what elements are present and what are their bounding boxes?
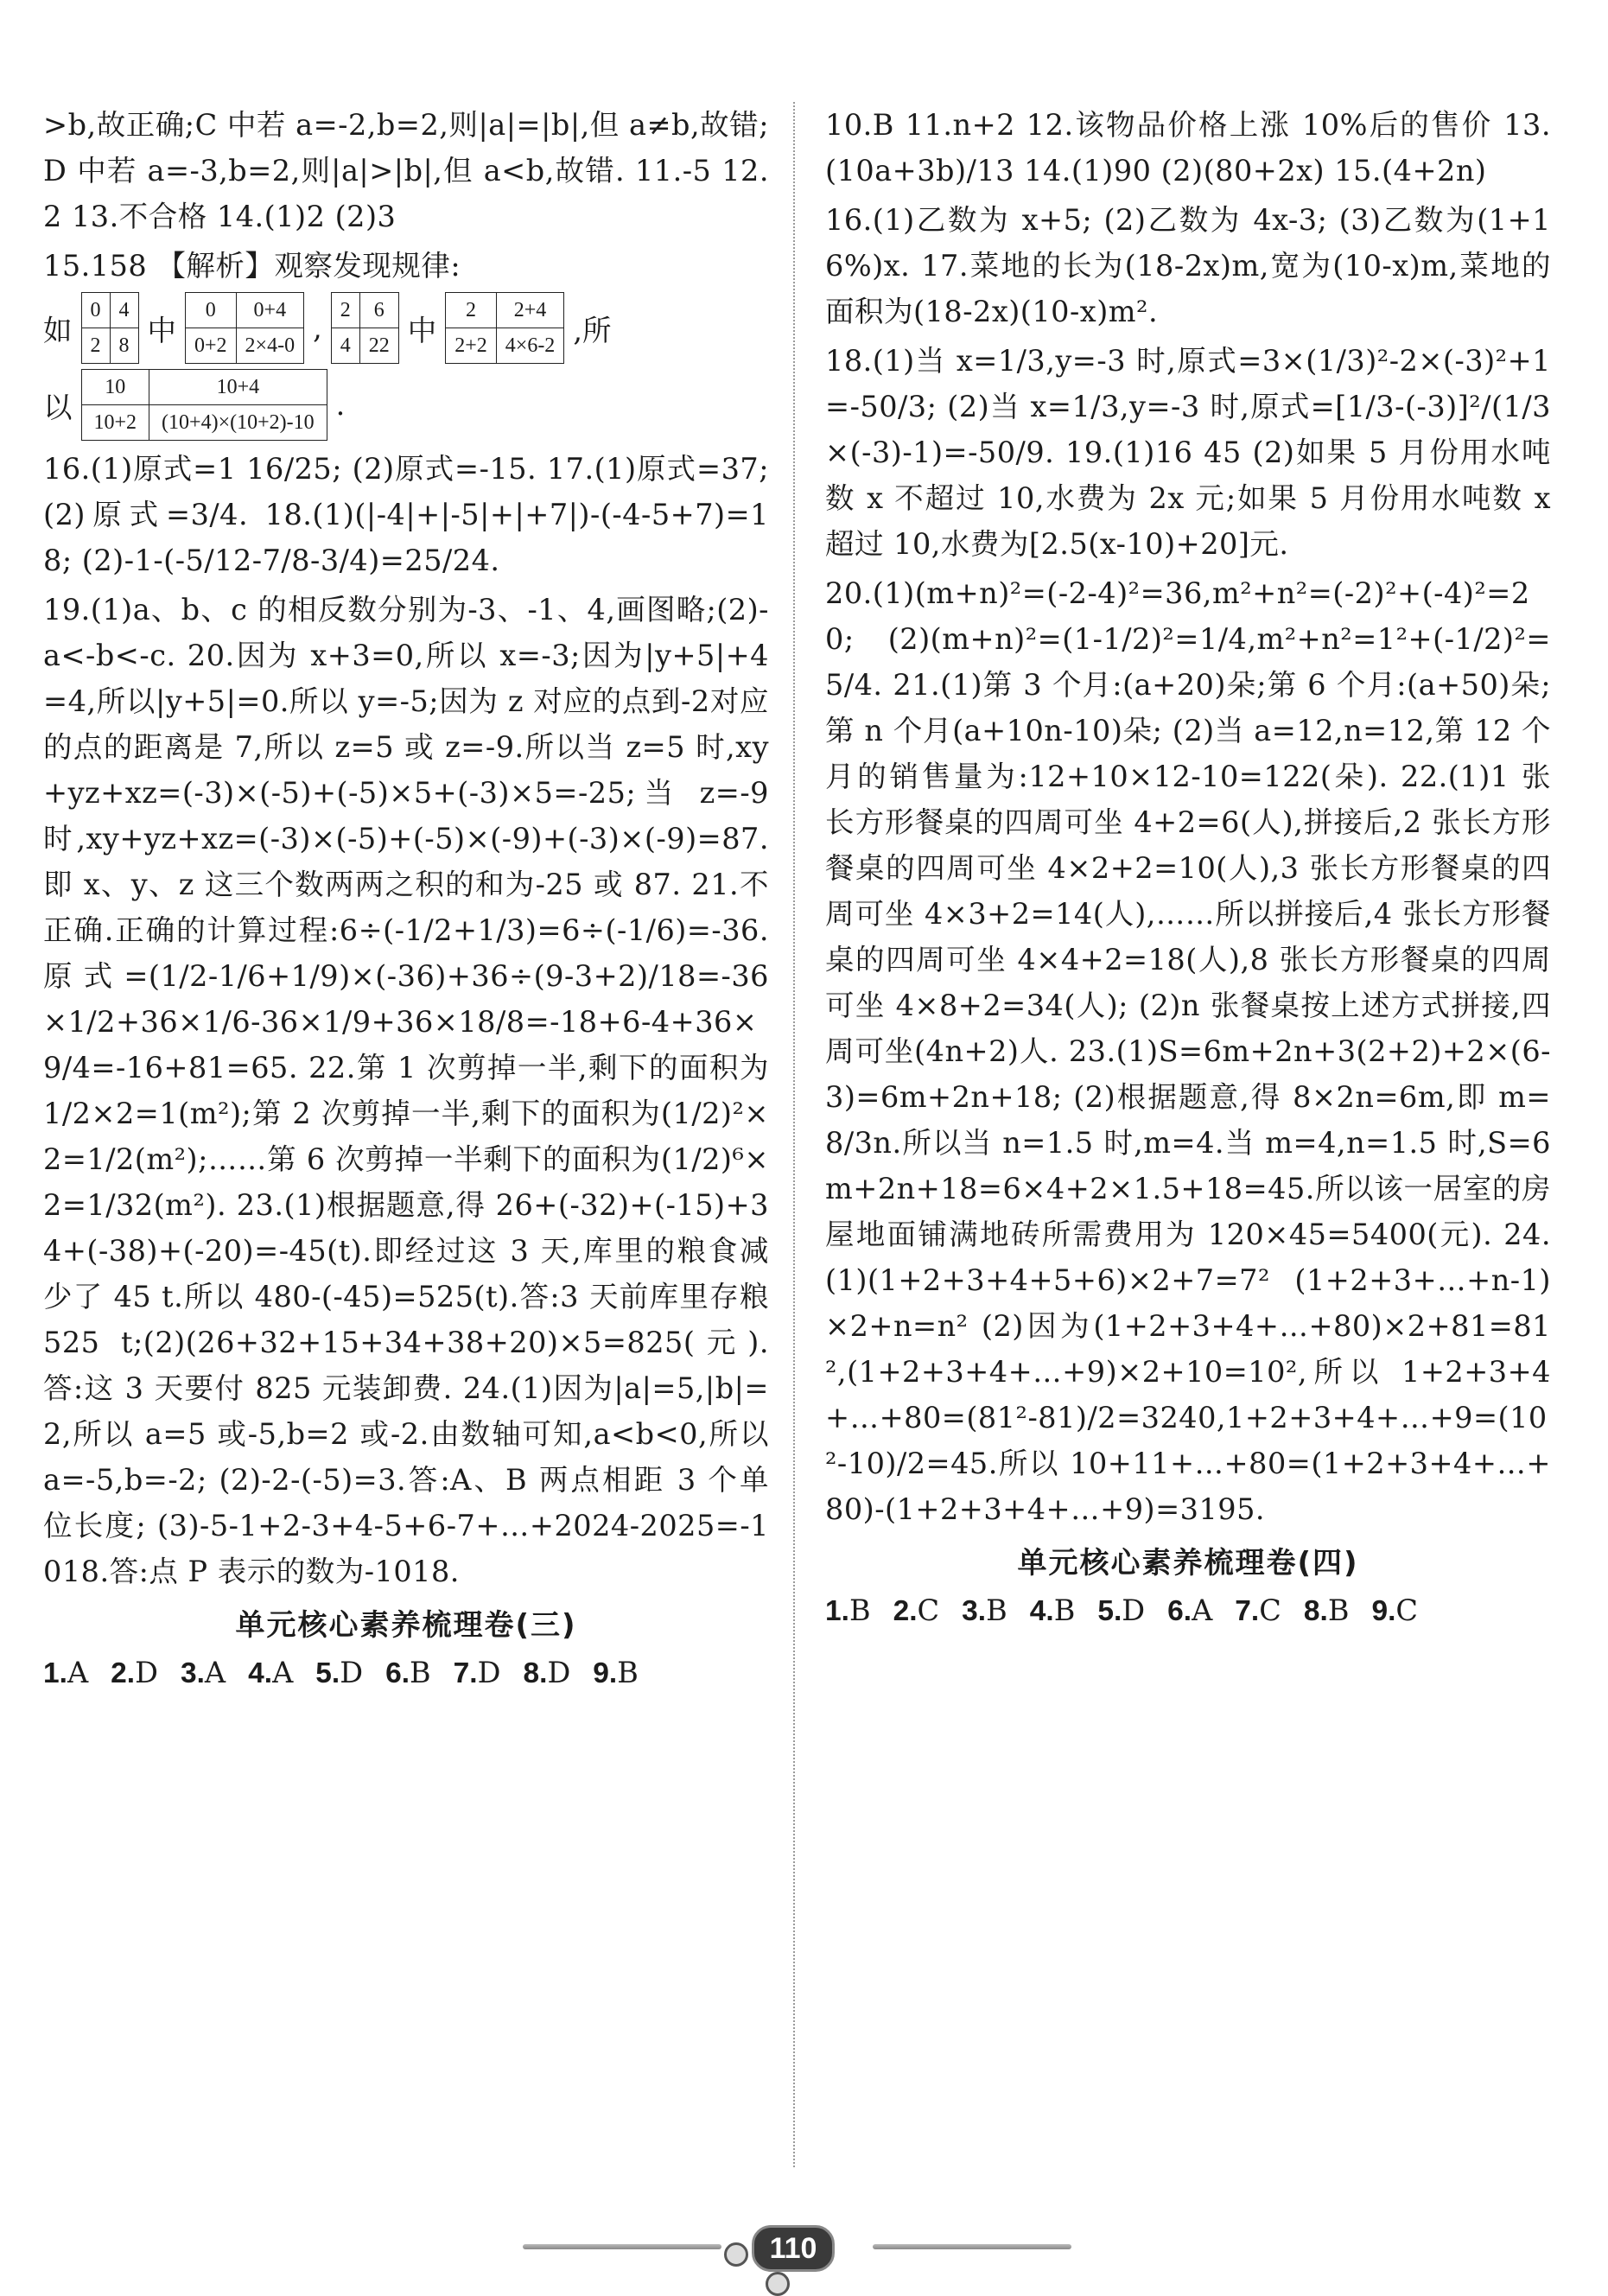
choice-answer — [43, 1649, 88, 1698]
grid-cell: 2×4-0 — [236, 328, 304, 364]
choice-answer — [1030, 1587, 1076, 1636]
choice-number: 9. — [1371, 1595, 1396, 1627]
choice-answer — [1235, 1587, 1281, 1636]
choice-number: 2. — [111, 1657, 136, 1689]
choice-answer — [523, 1649, 570, 1698]
choice-answer — [454, 1649, 501, 1698]
choice-number: 6. — [1167, 1595, 1192, 1627]
choice-answer — [1167, 1587, 1212, 1636]
answer-text-block: 20.(1)(m+n)²=(-2-4)²=36,m²+n²=(-2)²+(-4)²=20; (2)(m+n)²=(1-1/2)²=1/4,m²+n²=1²+(-1/2)²=5/4. 21.(1)第 3 个月:(a+20)朵;第 6 个月:(a+50)朵;第 n 个月(a+10n-10)朵; (2)当 a=12,n=12,第 12 个月的销售量为:12+10×12-10=122(朵). 22.(1)1 张长方形餐桌的四周可坐 4+2=6(人),拼接后,2 张长方形餐桌的四周可坐 4×2+2=10(人),3 张长方形餐桌的四周可坐 4×3+2=14(人),……所以拼接后,4 张长方形餐桌的四周可坐 4×4+2=18(人),8 张长方形餐桌的四周可坐 4×8+2=34(人); (2)n 张餐桌按上述方式拼接,四周可坐(4n+2)人. 23.(1)S=6m+2n+3(2+2)+2×(6-3)=6m+2n+18; (2)根据题意,得 8×2n=6m,即 m=8/3n.所以当 n=1.5 时,m=4.当 m=4,n=1.5 时,S=6m+2n+18=6×4+2×1.5+18=45.所以该一居室的房屋地面铺满地砖所需费用为 120×45=5400(元). 24.(1)(1+2+3+4+5+6)×2+7=7² (1+2+3+…+n-1)×2+n=n² (2)因为(1+2+3+4+…+80)×2+81=81²,(1+2+3+4+…+9)×2+10=10²,所以 1+2+3+4+…+80=(81²-81)/2=3240,1+2+3+4+…+9=(10²-10)/2=45.所以 10+11+…+80=(1+2+3+4+…+80)-(1+2+3+4+…+9)=3195. — [825, 576, 1551, 1526]
choice-letter: A — [67, 1656, 89, 1689]
choice-number: 3. — [180, 1657, 205, 1689]
choice-letter: B — [848, 1593, 871, 1627]
right-column — [825, 102, 1551, 1636]
choice-number: 7. — [453, 1657, 478, 1689]
grid-cell: 2+4 — [496, 293, 564, 328]
grid-table — [185, 292, 304, 364]
grid-cell: 8 — [110, 328, 138, 364]
footer-rule-left — [523, 2244, 721, 2249]
grid-cell: 2 — [331, 293, 359, 328]
grid-cell: (10+4)×(10+2)-10 — [149, 405, 327, 441]
answer-text-block: >b,故正确;C 中若 a=-2,b=2,则|a|=|b|,但 a≠b,故错;D 中若 a=-3,b=2,则|a|>|b|,但 a<b,故错. 11.-5 12.2 13.不合格 14.(1)2 (2)3 — [43, 108, 769, 233]
grid-cell: 4×6-2 — [496, 328, 564, 364]
choice-answers — [825, 1587, 1551, 1636]
grid-cell: 0+2 — [186, 328, 237, 364]
choice-answer — [385, 1649, 431, 1698]
choice-answer — [181, 1649, 226, 1698]
ornament-icon — [766, 2272, 790, 2296]
grid-table — [445, 292, 564, 364]
grid-cell: 22 — [359, 328, 398, 364]
pattern-grids-row-2 — [43, 369, 769, 441]
answer-text-block: 16.(1)乙数为 x+5; (2)乙数为 4x-3; (3)乙数为(1+16%)x. 17.菜地的长为(18-2x)m,宽为(10-x)m,菜地的面积为(18-2x)(10-x)m². — [825, 203, 1551, 328]
choice-number: 8. — [1303, 1595, 1328, 1627]
choice-number: 1. — [43, 1657, 67, 1689]
grid-cell: 6 — [359, 293, 398, 328]
section-heading: 单元核心素养梳理卷(四) — [1017, 1546, 1359, 1580]
ornament-icon — [724, 2242, 748, 2267]
column-divider — [793, 102, 795, 2167]
page-footer — [0, 2225, 1608, 2268]
choice-number: 3. — [962, 1595, 987, 1627]
pattern-grids-row: 如 0 4 2 8 中 0 0+4 0+2 2×4-0 , 2 6 4 22 中 2 2+4 2+2 4×6-2 ,所 — [43, 292, 769, 364]
choice-number: 8. — [523, 1657, 548, 1689]
choice-number: 5. — [1097, 1595, 1122, 1627]
choice-number: 2. — [893, 1595, 918, 1627]
choice-answer — [825, 1587, 871, 1636]
grid-cell: 10+2 — [81, 405, 149, 441]
choice-letter: D — [477, 1656, 501, 1689]
choice-number: 4. — [1029, 1595, 1054, 1627]
answer-text-block: 16.(1)原式=1 16/25; (2)原式=-15. 17.(1)原式=37; (2)原式=3/4. 18.(1)(|-4|+|-5|+|+7|)-(-4-5+7)=18; (2)-1-(-5/12-7/8-3/4)=25/24. — [43, 452, 769, 577]
choice-answer — [1304, 1587, 1350, 1636]
grid-cell: 0+4 — [236, 293, 304, 328]
choice-answer — [1097, 1587, 1145, 1636]
choice-answer — [315, 1649, 363, 1698]
choice-letter: D — [135, 1656, 158, 1689]
answer-text-block: 18.(1)当 x=1/3,y=-3 时,原式=3×(1/3)²-2×(-3)²+1=-50/3; (2)当 x=1/3,y=-3 时,原式=[1/3-(-3)]²/(1/3×(-3)-1)=-50/9. 19.(1)16 45 (2)如果 5 月份用水吨数 x 不超过 10,水费为 2x 元;如果 5 月份用水吨数 x 超过 10,水费为[2.5(x-10)+20]元. — [825, 344, 1551, 561]
choice-answer — [111, 1649, 158, 1698]
grid-cell: 2 — [81, 328, 110, 364]
choice-letter: B — [410, 1656, 431, 1689]
page-number-badge: 110 — [752, 2225, 836, 2272]
choice-letter: B — [986, 1593, 1007, 1627]
grid-cell: 4 — [110, 293, 138, 328]
choice-answers — [43, 1649, 769, 1698]
grid-cell: 0 — [186, 293, 237, 328]
choice-letter: D — [1122, 1593, 1146, 1627]
choice-letter: B — [1327, 1593, 1350, 1627]
footer-rule-right — [873, 2244, 1071, 2249]
choice-answer — [962, 1587, 1007, 1636]
choice-number: 7. — [1235, 1595, 1260, 1627]
choice-letter: D — [340, 1656, 364, 1689]
choice-letter: A — [1192, 1593, 1213, 1627]
choice-letter: D — [547, 1656, 571, 1689]
choice-letter: C — [917, 1593, 940, 1627]
grid-cell: 2+2 — [446, 328, 497, 364]
choice-number: 9. — [593, 1657, 618, 1689]
section-heading: 单元核心素养梳理卷(三) — [235, 1608, 577, 1643]
choice-answer — [593, 1649, 639, 1698]
grid-prefix: 以 — [43, 391, 73, 424]
choice-number: 6. — [385, 1657, 410, 1689]
grid-table — [81, 292, 139, 364]
answer-text-block: 15.158 【解析】观察发现规律: — [43, 249, 461, 283]
grid-end: . — [335, 388, 346, 422]
choice-number: 4. — [248, 1657, 273, 1689]
answer-text-block: 19.(1)a、b、c 的相反数分别为-3、-1、4,画图略;(2)-a<-b<-c. 20.因为 x+3=0,所以 x=-3;因为|y+5|+4=4,所以|y+5|=0.所以 y=-5;因为 z 对应的点到-2对应的点的距离是 7,所以 z=5 或 z=-9.所以当 z=5 时,xy+yz+xz=(-3)×(-5)+(-5)×5+(-3)×5=-25;当 z=-9时,xy+yz+xz=(-3)×(-5)+(-5)×(-9)+(-3)×(-9)=87.即 x、y、z 这三个数两两之积的和为-25 或 87. 21.不正确.正确的计算过程:6÷(-1/2+1/3)=6÷(-1/6)=-36.原式=(1/2-1/6+1/9)×(-36)+36÷(9-3+2)/18=-36×1/2+36×1/6-36×1/9+36×18/8=-18+6-4+36×9/4=-16+81=65. 22.第 1 次剪掉一半,剩下的面积为1/2×2=1(m²);第 2 次剪掉一半,剩下的面积为(1/2)²×2=1/2(m²);……第 6 次剪掉一半剩下的面积为(1/2)⁶×2=1/32(m²). 23.(1)根据题意,得 26+(-32)+(-15)+34+(-38)+(-20)=-45(t).即经过这 3 天,库里的粮食减少了 45 t.所以 480-(-45)=525(t).答:3 天前库里存粮 525 t;(2)(26+32+15+34+38+20)×5=825(元).答:这 3 天要付 825 元装卸费. 24.(1)因为|a|=5,|b|=2,所以 a=5 或-5,b=2 或-2.由数轴可知,a<b<0,所以 a=-5,b=-2; (2)-2-(-5)=3.答:A、B 两点相距 3 个单位长度; (3)-5-1+2-3+4-5+6-7+…+2024-2025=-1018.答:点 P 表示的数为-1018. — [43, 593, 769, 1588]
grid-cell: 2 — [446, 293, 497, 328]
choice-number: 1. — [825, 1595, 849, 1627]
choice-letter: A — [204, 1656, 226, 1689]
choice-letter: C — [1259, 1593, 1281, 1627]
grid-table — [81, 369, 327, 441]
answer-text-block: 10.B 11.n+2 12.该物品价格上涨 10%后的售价 13.(10a+3b)/13 14.(1)90 (2)(80+2x) 15.(4+2n) — [825, 108, 1551, 188]
choice-letter: C — [1395, 1593, 1419, 1627]
page-number — [709, 2225, 847, 2267]
left-column — [43, 102, 769, 1698]
grid-cell: 4 — [331, 328, 359, 364]
grid-mid-text: 中 — [407, 314, 437, 347]
choice-letter: B — [617, 1656, 639, 1689]
choice-answer — [1371, 1587, 1418, 1636]
grid-suffix: ,所 — [573, 314, 612, 347]
choice-letter: A — [272, 1656, 294, 1689]
grid-mid-text: 中 — [147, 314, 176, 347]
grid-table — [331, 292, 399, 364]
grid-cell: 10+4 — [149, 370, 327, 405]
choice-answer — [248, 1649, 293, 1698]
choice-letter: B — [1053, 1593, 1076, 1627]
grid-cell: 0 — [81, 293, 110, 328]
choice-number: 5. — [315, 1657, 340, 1689]
choice-answer — [893, 1587, 940, 1636]
grid-prefix: 如 — [43, 314, 73, 347]
grid-cell: 10 — [81, 370, 149, 405]
